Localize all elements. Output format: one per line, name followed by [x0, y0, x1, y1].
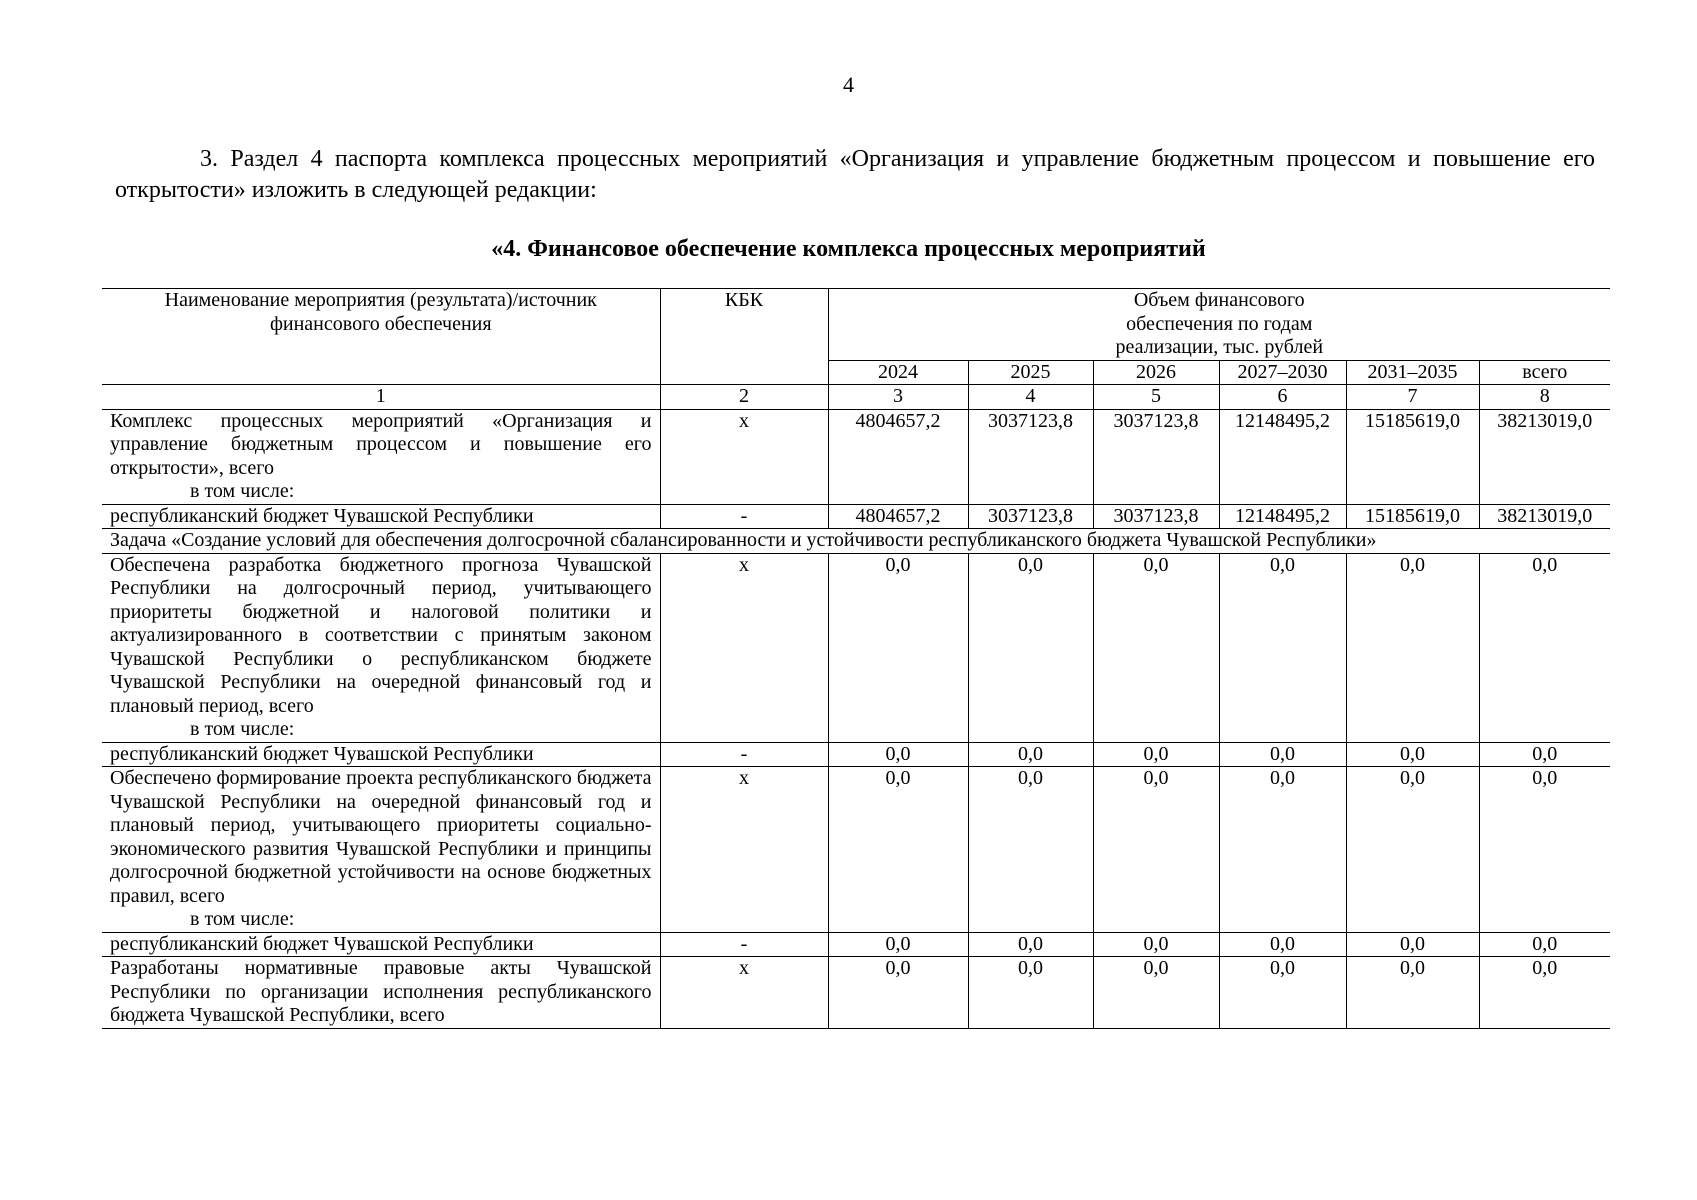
- value-total: 0,0: [1479, 767, 1610, 933]
- table-row: [102, 742, 1610, 767]
- value-2025: 0,0: [968, 767, 1093, 933]
- value-2027-2030: 12148495,2: [1219, 504, 1346, 529]
- financing-table: [102, 288, 1610, 1029]
- value-2027-2030: 0,0: [1219, 553, 1346, 742]
- header-name-cell: [102, 289, 660, 385]
- header-year-2025: 2025: [968, 360, 1093, 385]
- value-2027-2030: 0,0: [1219, 742, 1346, 767]
- intro-paragraph: 3. Раздел 4 паспорта комплекса процессных мероприятий «Организация и управление бюджетным процессом и повышение его открытости» изложить в следующей редакции:: [115, 146, 1595, 203]
- header-total: всего: [1522, 360, 1568, 383]
- table-row: [102, 504, 1610, 529]
- value-2024: 0,0: [828, 957, 968, 1029]
- value-2026: 3037123,8: [1093, 409, 1219, 504]
- row-kbk: -: [660, 742, 828, 767]
- row-name: Комплекс процессных мероприятий «Организация и управление бюджетным процессом и повышение его открытости», всего: [110, 409, 652, 479]
- col-number-5: 5: [1093, 385, 1219, 410]
- value-2024: 0,0: [828, 742, 968, 767]
- value-total: 0,0: [1479, 553, 1610, 742]
- in-that-number-label: в том числе:: [190, 480, 295, 502]
- row-kbk: х: [660, 553, 828, 742]
- value-2031-2035: 15185619,0: [1346, 409, 1479, 504]
- value-2027-2030: 0,0: [1219, 767, 1346, 933]
- value-2031-2035: 15185619,0: [1346, 504, 1479, 529]
- col-number-8: 8: [1479, 385, 1610, 410]
- value-2025: 0,0: [968, 553, 1093, 742]
- header-volume: Объем финансового обеспечения по годам реализации, тыс. рублей: [1115, 289, 1324, 358]
- value-2031-2035: 0,0: [1346, 742, 1479, 767]
- col-number-4: 4: [968, 385, 1093, 410]
- value-2031-2035: 0,0: [1346, 957, 1479, 1029]
- value-2024: 4804657,2: [828, 409, 968, 504]
- row-name: республиканский бюджет Чувашской Республики: [102, 504, 660, 529]
- row-kbk: х: [660, 767, 828, 933]
- header-name: Наименование мероприятия (результата)/источник финансового обеспечения: [164, 289, 597, 335]
- value-2031-2035: 0,0: [1346, 553, 1479, 742]
- value-total: 38213019,0: [1479, 504, 1610, 529]
- in-that-number-label: в том числе:: [190, 908, 295, 930]
- value-2025: 3037123,8: [968, 504, 1093, 529]
- in-that-number-label: в том числе:: [190, 718, 295, 740]
- row-name-cell: [102, 553, 660, 742]
- row-name: Обеспечено формирование проекта республиканского бюджета Чувашской Республики на очередной финансовый год и плановый период, учитывающего приоритеты социально-экономического развития Чувашской Республики и принципы долгосрочной бюджетной устойчивости на основе бюджетных правил, всего: [110, 767, 652, 907]
- value-2031-2035: 0,0: [1346, 767, 1479, 933]
- header-year-2027-2030: 2027–2030: [1219, 360, 1346, 385]
- value-2031-2035: 0,0: [1346, 932, 1479, 957]
- header-year-2031-2035: 2031–2035: [1346, 360, 1479, 385]
- col-number-1: 1: [102, 385, 660, 410]
- value-2026: 0,0: [1093, 767, 1219, 933]
- value-2025: 0,0: [968, 932, 1093, 957]
- table-row: [102, 553, 1610, 742]
- row-name: Обеспечена разработка бюджетного прогноза Чувашской Республики на долгосрочный период, учитывающего приоритеты бюджетной и налоговой политики и актуализированного в соответствии с принятым законом Чувашской Республики о республиканском бюджете Чувашской Республики на очередной финансовый год и плановый период, всего: [110, 553, 652, 717]
- column-numbers-row: [102, 385, 1610, 410]
- value-2026: 0,0: [1093, 932, 1219, 957]
- row-kbk: х: [660, 957, 828, 1029]
- row-kbk: х: [660, 409, 828, 504]
- value-2026: 3037123,8: [1093, 504, 1219, 529]
- value-2024: 0,0: [828, 553, 968, 742]
- value-2027-2030: 12148495,2: [1219, 409, 1346, 504]
- col-number-6: 6: [1219, 385, 1346, 410]
- table-row: [102, 767, 1610, 933]
- header-year-2024: 2024: [828, 360, 968, 385]
- header-kbk: КБК: [724, 289, 764, 311]
- value-2024: 0,0: [828, 767, 968, 933]
- value-total: 0,0: [1479, 932, 1610, 957]
- header-year-2026: 2026: [1093, 360, 1219, 385]
- value-total: 0,0: [1479, 742, 1610, 767]
- value-2024: 0,0: [828, 932, 968, 957]
- row-kbk: -: [660, 932, 828, 957]
- value-2026: 0,0: [1093, 742, 1219, 767]
- row-name: Разработаны нормативные правовые акты Чувашской Республики по организации исполнения республиканского бюджета Чувашской Республики, всего: [102, 957, 660, 1029]
- table-row: [102, 957, 1610, 1029]
- page-number: 4: [843, 72, 854, 97]
- row-kbk: -: [660, 504, 828, 529]
- value-total: 0,0: [1479, 957, 1610, 1029]
- header-volume-cell: [828, 289, 1610, 361]
- table-row: [102, 932, 1610, 957]
- col-number-3: 3: [828, 385, 968, 410]
- row-name: республиканский бюджет Чувашской Республики: [102, 742, 660, 767]
- row-name-cell: [102, 767, 660, 933]
- value-2025: 0,0: [968, 742, 1093, 767]
- value-2025: 3037123,8: [968, 409, 1093, 504]
- value-2027-2030: 0,0: [1219, 932, 1346, 957]
- value-2024: 4804657,2: [828, 504, 968, 529]
- header-kbk-cell: [660, 289, 828, 385]
- value-2027-2030: 0,0: [1219, 957, 1346, 1029]
- task-text: Задача «Создание условий для обеспечения долгосрочной сбалансированности и устойчивости республиканского бюджета Чувашской Республики»: [102, 529, 1610, 554]
- task-row: [102, 529, 1610, 554]
- row-name-cell: [102, 409, 660, 504]
- value-total: 38213019,0: [1479, 409, 1610, 504]
- col-number-7: 7: [1346, 385, 1479, 410]
- value-2026: 0,0: [1093, 553, 1219, 742]
- table-row: [102, 409, 1610, 504]
- row-name: республиканский бюджет Чувашской Республики: [102, 932, 660, 957]
- section-title: «4. Финансовое обеспечение комплекса процессных мероприятий: [491, 236, 1206, 262]
- value-2025: 0,0: [968, 957, 1093, 1029]
- value-2026: 0,0: [1093, 957, 1219, 1029]
- col-number-2: 2: [660, 385, 828, 410]
